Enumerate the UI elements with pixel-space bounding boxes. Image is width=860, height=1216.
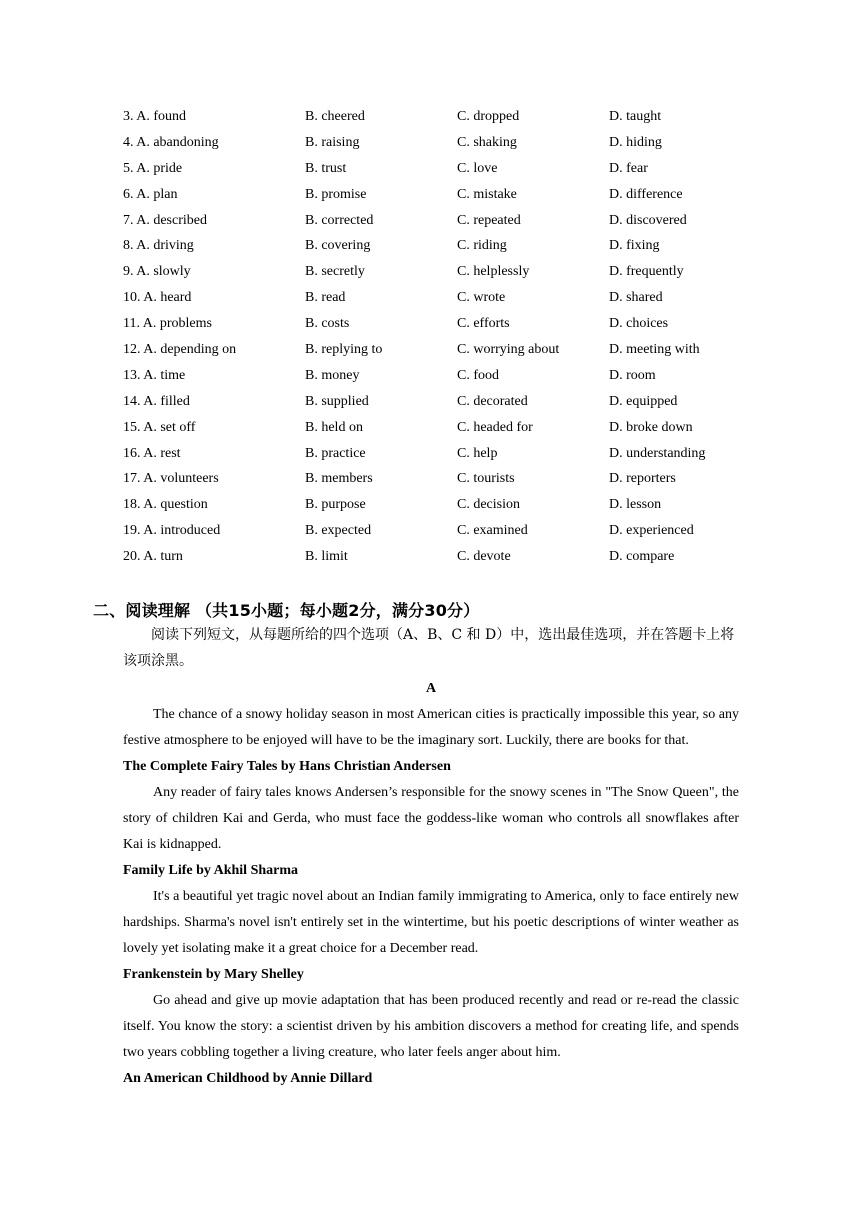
question-row-3: [123, 107, 705, 133]
question-row-16: [123, 444, 705, 470]
book-title: The Complete Fairy Tales by Hans Christian Andersen: [123, 759, 451, 774]
option-c: C. efforts: [457, 316, 510, 332]
option-b: B. money: [305, 367, 360, 383]
option-a: 3. A. found: [123, 109, 186, 124]
option-d: D. compare: [609, 549, 675, 565]
option-c: C. love: [457, 160, 498, 176]
option-d: D. taught: [609, 109, 662, 124]
question-row-17: [123, 469, 705, 495]
option-c: C. wrote: [457, 290, 506, 306]
option-a: 17. A. volunteers: [123, 471, 219, 487]
option-d: D. fear: [609, 160, 648, 176]
question-row-14: [123, 392, 705, 418]
option-c: C. mistake: [457, 186, 517, 202]
option-d: D. understanding: [609, 445, 706, 461]
option-a: 13. A. time: [123, 367, 186, 383]
option-c: C. headed for: [457, 419, 533, 435]
option-d: D. frequently: [609, 264, 684, 280]
option-a: 14. A. filled: [123, 393, 190, 409]
option-d: D. broke down: [609, 419, 693, 435]
option-c: C. help: [457, 445, 498, 461]
question-row-7: [123, 211, 705, 237]
option-c: C. repeated: [457, 212, 521, 228]
question-row-9: [123, 262, 705, 288]
question-row-20: [123, 547, 705, 573]
section-heading: 二、阅读理解 （共15小题；每小题2分，满分30分）: [93, 601, 480, 620]
option-b: B. covering: [305, 238, 371, 254]
section-instructions: 阅读下列短文，从每题所给的四个选项（A、B、C 和 D）中，选出最佳选项，并在答题卡上将该项涂黑。: [123, 627, 735, 669]
option-b: B. limit: [305, 549, 348, 565]
question-row-10: [123, 288, 705, 314]
option-a: 10. A. heard: [123, 290, 192, 306]
option-d: D. experienced: [609, 523, 694, 539]
option-a: 15. A. set off: [123, 419, 196, 435]
option-a: 18. A. question: [123, 497, 208, 513]
option-b: B. trust: [305, 160, 347, 176]
question-row-5: [123, 159, 705, 185]
option-c: C. shaking: [457, 134, 517, 150]
question-row-11: [123, 314, 705, 340]
option-a: 12. A. depending on: [123, 342, 237, 358]
option-d: D. hiding: [609, 134, 662, 150]
option-c: C. dropped: [457, 109, 520, 124]
option-c: C. worrying about: [457, 342, 560, 358]
option-c: C. devote: [457, 549, 511, 565]
option-d: D. fixing: [609, 238, 660, 254]
passage-label: A: [425, 681, 437, 696]
question-row-12: [123, 340, 705, 366]
option-b: B. read: [305, 290, 346, 306]
question-row-15: [123, 418, 705, 444]
option-d: D. difference: [609, 186, 683, 202]
option-a: 8. A. driving: [123, 238, 194, 254]
option-a: 6. A. plan: [123, 186, 178, 202]
option-a: 20. A. turn: [123, 549, 183, 565]
option-c: C. tourists: [457, 471, 515, 487]
question-row-6: [123, 185, 705, 211]
option-b: B. replying to: [305, 342, 383, 358]
option-a: 5. A. pride: [123, 160, 183, 176]
option-d: D. room: [609, 367, 656, 383]
option-c: C. food: [457, 367, 499, 383]
option-b: B. supplied: [305, 393, 369, 409]
option-c: C. decision: [457, 497, 520, 513]
question-row-8: [123, 236, 705, 262]
option-c: C. examined: [457, 523, 528, 539]
answer-options-list: [123, 107, 705, 573]
option-b: B. secretly: [305, 264, 365, 280]
option-b: B. corrected: [305, 212, 374, 228]
question-row-18: [123, 495, 705, 521]
book-description: Go ahead and give up movie adaptation that has been produced recently and read or re-read the classic itself. You know the story: a scientist driven by his ambition discovers a method for creating life, and spends two years cobbling together a living creature, who later feels anger about him.: [123, 993, 739, 1060]
option-c: C. riding: [457, 238, 507, 254]
question-row-19: [123, 521, 705, 547]
option-d: D. reporters: [609, 471, 676, 487]
question-row-13: [123, 366, 705, 392]
option-d: D. lesson: [609, 497, 662, 513]
option-a: 19. A. introduced: [123, 523, 221, 539]
option-a: 11. A. problems: [123, 316, 212, 332]
book-description: Any reader of fairy tales knows Andersen’s responsible for the snowy scenes in "The Snow Queen", the story of children Kai and Gerda, who must face the goddess-like woman who controls all snowflakes after Kai is kidnapped.: [123, 785, 739, 852]
option-c: C. helplessly: [457, 264, 530, 280]
option-a: 4. A. abandoning: [123, 134, 219, 150]
book-title: Family Life by Akhil Sharma: [123, 863, 299, 878]
option-b: B. held on: [305, 419, 363, 435]
option-b: B. purpose: [305, 497, 366, 513]
option-b: B. expected: [305, 523, 372, 539]
option-d: D. meeting with: [609, 342, 700, 358]
book-title: An American Childhood by Annie Dillard: [123, 1071, 373, 1086]
option-d: D. choices: [609, 316, 669, 332]
book-title: Frankenstein by Mary Shelley: [123, 967, 304, 982]
option-b: B. promise: [305, 186, 367, 202]
option-a: 7. A. described: [123, 212, 207, 228]
option-b: B. members: [305, 471, 373, 487]
question-row-4: [123, 133, 705, 159]
option-d: D. shared: [609, 290, 663, 306]
option-b: B. cheered: [305, 109, 365, 124]
option-a: 9. A. slowly: [123, 264, 191, 280]
passage-intro: The chance of a snowy holiday season in most American cities is practically impossible this year, so any festive atmosphere to be enjoyed will have to be the imaginary sort. Luckily, there are books for that.: [123, 707, 739, 748]
option-b: B. practice: [305, 445, 366, 461]
option-d: D. equipped: [609, 393, 678, 409]
reading-passage: [123, 676, 739, 1092]
option-b: B. costs: [305, 316, 350, 332]
option-b: B. raising: [305, 134, 360, 150]
option-a: 16. A. rest: [123, 445, 181, 461]
option-c: C. decorated: [457, 393, 528, 409]
option-d: D. discovered: [609, 212, 687, 228]
book-description: It's a beautiful yet tragic novel about an Indian family immigrating to America, only to face entirely new hardships. Sharma's novel isn't entirely set in the wintertime, but his poetic descriptions of winter weather as lovely yet isolating make it a great choice for a December read.: [123, 889, 739, 956]
